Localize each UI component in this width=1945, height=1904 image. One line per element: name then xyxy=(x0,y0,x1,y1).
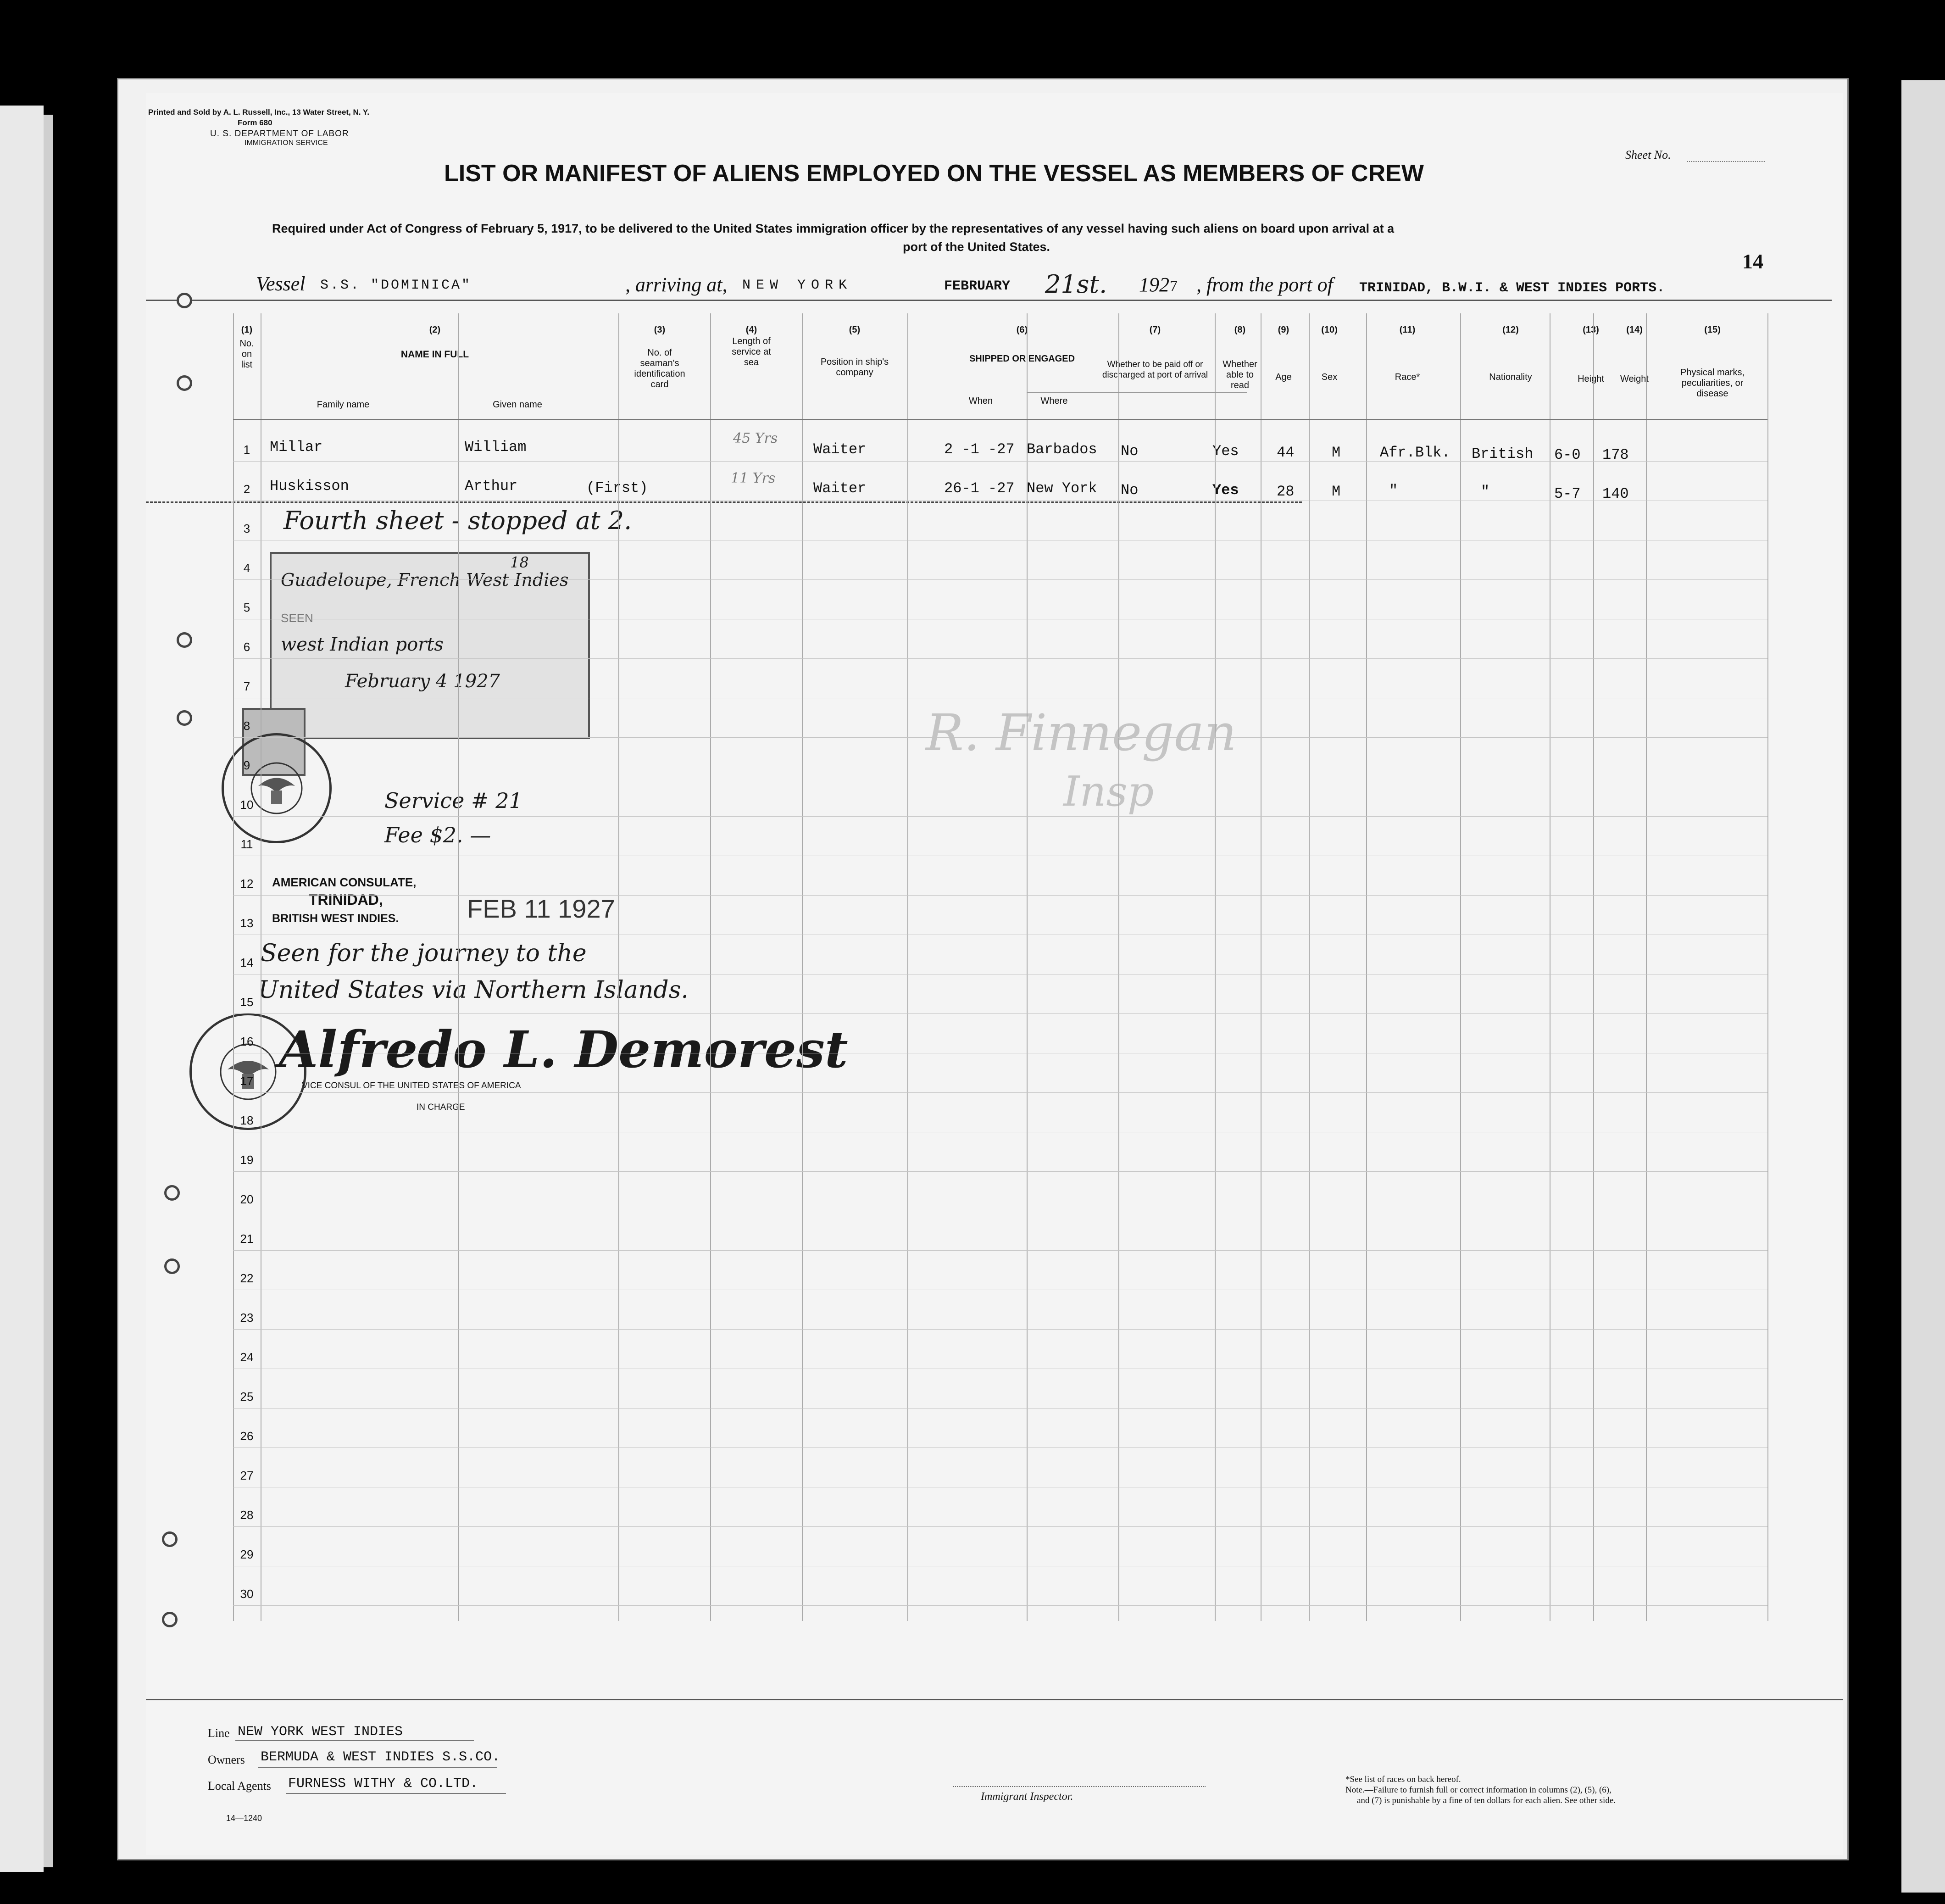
arrival-year-prefix: 192 xyxy=(1139,273,1169,296)
arriving-label: , arriving at, xyxy=(625,273,728,296)
arrival-year-suffix: 7 xyxy=(1170,278,1178,295)
row-rule xyxy=(233,895,1767,896)
owners-value: BERMUDA & WEST INDIES S.S.CO. xyxy=(261,1749,500,1765)
col-header-name: NAME IN FULL xyxy=(400,349,469,360)
row-number: 13 xyxy=(240,916,254,930)
stamp-seen: SEEN xyxy=(281,611,313,625)
column-rule xyxy=(907,313,908,1621)
col-num-14: (14) xyxy=(1626,325,1643,335)
column-rule xyxy=(1027,313,1028,1621)
subtitle-line-1: Required under Act of Congress of February 5, 1917, to be delivered to the United States immigration officer by the representatives of any vessel having such aliens on board upon arrival at a xyxy=(272,222,1395,235)
crew-1-height: 6-0 xyxy=(1554,446,1581,463)
col-header-position: Position in ship's company xyxy=(820,357,889,378)
service-label: IMMIGRATION SERVICE xyxy=(245,139,328,147)
note-races: *See list of races on back hereof. xyxy=(1345,1775,1461,1784)
line-underline xyxy=(235,1740,474,1741)
row-number: 24 xyxy=(240,1350,254,1364)
row-number: 1 xyxy=(243,443,250,457)
row-number: 7 xyxy=(243,679,250,693)
vice-consul-title: VICE CONSUL OF THE UNITED STATES OF AMERICA xyxy=(302,1081,521,1091)
row-rule xyxy=(233,1171,1767,1172)
row-number: 21 xyxy=(240,1232,254,1246)
col-header-nationality: Nationality xyxy=(1489,372,1532,382)
binder-hole xyxy=(162,1531,178,1547)
subheader-where: Where xyxy=(1040,396,1068,406)
row-number: 19 xyxy=(240,1153,254,1167)
col-header-length-service: Length of service at sea xyxy=(732,336,771,367)
row-rule xyxy=(233,816,1767,817)
column-rule xyxy=(1460,313,1461,1621)
column-rule xyxy=(802,313,803,1621)
row-rule xyxy=(233,737,1767,738)
column-rule xyxy=(1215,313,1216,1621)
row-rule xyxy=(233,1526,1767,1527)
crew-1-length-service: 45 Yrs xyxy=(733,430,778,446)
row-number: 11 xyxy=(240,837,253,851)
crew-2-age: 28 xyxy=(1277,483,1295,500)
crew-2-position: Waiter xyxy=(813,480,867,497)
row-number: 8 xyxy=(243,719,250,733)
agents-label: Local Agents xyxy=(208,1779,271,1793)
seen-line-1: Seen for the journey to the xyxy=(261,940,587,967)
row-rule xyxy=(233,1408,1767,1409)
west-indian-ports: west Indian ports xyxy=(281,634,444,655)
col-num-7: (7) xyxy=(1149,325,1161,335)
crew-2-given-extra: (First) xyxy=(586,479,648,496)
agents-underline xyxy=(286,1793,506,1794)
form-number: Form 680 xyxy=(238,118,272,127)
footer-rule xyxy=(146,1699,1843,1700)
crew-2-nationality: " xyxy=(1481,483,1490,500)
crew-1-race: Afr.Blk. xyxy=(1380,444,1450,461)
row-number: 17 xyxy=(240,1074,254,1088)
row-number: 26 xyxy=(240,1429,254,1443)
vessel-label: Vessel xyxy=(256,273,306,295)
header-rule xyxy=(233,419,1767,420)
note-line-1: Note.—Failure to furnish full or correct information in columns (2), (5), (6), xyxy=(1345,1785,1612,1795)
row-number: 20 xyxy=(240,1192,254,1206)
col-header-race: Race* xyxy=(1395,372,1420,382)
note-line-2: and (7) is punishable by a fine of ten dollars for each alien. See other side. xyxy=(1357,1796,1616,1805)
manifest-sheet xyxy=(146,93,1843,1855)
agents-value: FURNESS WITHY & CO.LTD. xyxy=(288,1776,478,1792)
inspector-line xyxy=(953,1786,1206,1787)
column-rule xyxy=(618,313,619,1621)
in-charge-label: IN CHARGE xyxy=(417,1102,465,1112)
col-num-15: (15) xyxy=(1704,325,1721,335)
column-rule xyxy=(1767,313,1768,1621)
crew-2-length-service: 11 Yrs xyxy=(731,470,776,486)
row-number: 29 xyxy=(240,1548,254,1561)
col-num-5: (5) xyxy=(849,325,861,335)
adjacent-page-right xyxy=(1901,80,1945,1893)
binder-hole xyxy=(177,375,192,391)
row-rule xyxy=(233,1329,1767,1330)
row-number: 2 xyxy=(243,482,250,496)
arriving-port: NEW YORK xyxy=(742,278,853,293)
crew-2-height: 5-7 xyxy=(1554,485,1581,502)
row-number: 3 xyxy=(243,522,250,535)
row-rule xyxy=(233,658,1767,659)
crew-1-able-read: Yes xyxy=(1212,443,1239,460)
col-header-no-on-list: No. on list xyxy=(239,339,254,370)
guadeloupe-stamp xyxy=(270,552,590,739)
col-header-able-read: Whether able to read xyxy=(1223,359,1257,390)
crew-1-nationality: British xyxy=(1472,445,1534,462)
crew-1-when: 2 -1 -27 xyxy=(944,441,1015,458)
row-number: 9 xyxy=(243,758,250,772)
owners-underline xyxy=(258,1767,497,1768)
column-rule xyxy=(1309,313,1310,1621)
from-port-label: , from the port of xyxy=(1196,273,1333,296)
manifest-page xyxy=(117,78,1849,1860)
crew-2-where: New York xyxy=(1027,480,1097,497)
crew-1-weight: 178 xyxy=(1602,446,1629,463)
row-number: 25 xyxy=(240,1390,254,1403)
crew-1-age: 44 xyxy=(1277,444,1295,461)
row-number: 10 xyxy=(240,798,254,812)
crew-2-able-read: Yes xyxy=(1212,482,1239,499)
row-number: 5 xyxy=(243,601,250,614)
col-header-age: Age xyxy=(1275,372,1292,382)
row-number: 16 xyxy=(240,1035,254,1048)
row-rule xyxy=(233,1092,1767,1093)
consulate-line-1: AMERICAN CONSULATE, xyxy=(272,875,417,889)
subtitle-line-2: port of the United States. xyxy=(903,240,1050,254)
col-num-12: (12) xyxy=(1502,325,1519,335)
row-rule xyxy=(233,461,1767,462)
binder-hole xyxy=(177,710,192,726)
column-rule xyxy=(710,313,711,1621)
row-number: 12 xyxy=(240,877,254,891)
row-rule xyxy=(233,1013,1767,1014)
col-num-11: (11) xyxy=(1399,325,1416,335)
subheader-family-name: Family name xyxy=(317,400,370,410)
crew-2-given-name: Arthur xyxy=(465,478,518,495)
column-rule xyxy=(1593,313,1594,1621)
service-number: Service # 21 xyxy=(384,788,522,813)
crew-1-sex: M xyxy=(1332,444,1341,461)
vessel-name: S.S. "DOMINICA" xyxy=(320,278,472,293)
binder-hole xyxy=(164,1258,180,1274)
subheader-when: When xyxy=(968,396,993,406)
column-rule xyxy=(1118,313,1119,1621)
col-num-6: (6) xyxy=(1016,325,1028,335)
col-num-1: (1) xyxy=(241,325,253,335)
column-rule xyxy=(1646,313,1647,1621)
inspector-initials: Insp xyxy=(1063,768,1154,816)
crew-2-family-name: Huskisson xyxy=(270,478,349,495)
col-header-paid-off: Whether to be paid off or discharged at port of arrival xyxy=(1102,360,1208,380)
col-num-13: (13) xyxy=(1583,325,1599,335)
line-label: Line xyxy=(208,1726,230,1740)
row-number: 18 xyxy=(240,1113,254,1127)
row-rule xyxy=(233,1250,1767,1251)
crew-2-sex: M xyxy=(1332,483,1341,500)
row-number: 4 xyxy=(243,561,250,575)
crew-2-weight: 140 xyxy=(1602,485,1629,502)
crew-1-given-name: William xyxy=(465,439,527,456)
col-num-8: (8) xyxy=(1234,325,1246,335)
consulate-date-stamp: FEB 11 1927 xyxy=(467,894,615,923)
column-rule xyxy=(458,313,459,1621)
row-number: 15 xyxy=(240,995,254,1009)
vessel-line-rule xyxy=(146,300,1832,301)
col-header-shipped: SHIPPED OR ENGAGED xyxy=(969,354,1075,364)
binder-hole xyxy=(162,1612,178,1627)
printer-line: Printed and Sold by A. L. Russell, Inc., 13 Water Street, N. Y. xyxy=(148,108,370,117)
inspector-signature: R. Finnegan xyxy=(926,703,1237,762)
crew-1-family-name: Millar xyxy=(270,439,323,456)
row-number: 27 xyxy=(240,1469,254,1482)
col-header-id-card: No. of seaman's identification card xyxy=(634,348,685,390)
adjacent-page-left xyxy=(0,106,44,1872)
arrival-month: FEBRUARY xyxy=(944,278,1011,294)
stamp-date: February 4 1927 xyxy=(345,671,500,692)
col-num-9: (9) xyxy=(1278,325,1289,335)
col-header-height: Height xyxy=(1578,374,1604,384)
column-rule xyxy=(1366,313,1367,1621)
arrival-day: 21st. xyxy=(1045,270,1107,299)
page-number: 14 xyxy=(1742,250,1763,273)
inspector-label: Immigrant Inspector. xyxy=(981,1791,1073,1803)
line-value: NEW YORK WEST INDIES xyxy=(238,1724,403,1740)
fourth-sheet-note: Fourth sheet - stopped at 2. xyxy=(283,506,632,535)
col-num-3: (3) xyxy=(654,325,666,335)
crew-2-when: 26-1 -27 xyxy=(944,480,1015,497)
binder-hole xyxy=(177,632,192,648)
subheader-given-name: Given name xyxy=(493,400,542,410)
form-code: 14—1240 xyxy=(226,1814,262,1823)
row-number: 22 xyxy=(240,1271,254,1285)
row-number: 28 xyxy=(240,1508,254,1522)
guadeloupe-consulate-seal xyxy=(222,733,332,843)
department-label: U. S. DEPARTMENT OF LABOR xyxy=(210,129,349,139)
vice-consul-signature: Alfredo L. Demorest xyxy=(279,1020,848,1079)
row-rule xyxy=(233,1447,1767,1448)
manifest-title: LIST OR MANIFEST OF ALIENS EMPLOYED ON THE VESSEL AS MEMBERS OF CREW xyxy=(444,160,1424,187)
col-header-physical-marks: Physical marks, peculiarities, or disease xyxy=(1680,367,1745,399)
row-number: 23 xyxy=(240,1311,254,1325)
row-number: 6 xyxy=(243,640,250,654)
row-number: 14 xyxy=(240,956,254,969)
sheet-number-label: Sheet No. xyxy=(1625,148,1671,161)
col-num-4: (4) xyxy=(745,325,757,335)
binder-hole xyxy=(164,1185,180,1201)
row-rule xyxy=(233,1605,1767,1606)
stamp-number: 18 xyxy=(510,554,529,571)
col-num-10: (10) xyxy=(1321,325,1338,335)
guadeloupe-line: Guadeloupe, French West Indies xyxy=(281,570,569,590)
adjacent-page-edge xyxy=(44,115,53,1867)
owners-label: Owners xyxy=(208,1753,245,1766)
shipped-subrule xyxy=(1027,392,1247,393)
crew-2-paid-off: No xyxy=(1121,482,1139,499)
crew-1-paid-off: No xyxy=(1121,443,1139,460)
col-num-2: (2) xyxy=(429,325,441,335)
binder-hole xyxy=(177,293,192,308)
col-header-sex: Sex xyxy=(1321,372,1338,382)
crew-1-where: Barbados xyxy=(1027,441,1097,458)
consulate-line-3: BRITISH WEST INDIES. xyxy=(272,912,399,925)
from-port: TRINIDAD, B.W.I. & WEST INDIES PORTS. xyxy=(1359,280,1665,296)
row-number: 30 xyxy=(240,1587,254,1601)
consulate-line-2: TRINIDAD, xyxy=(309,891,383,908)
col-header-weight: Weight xyxy=(1620,374,1649,384)
row-rule xyxy=(233,579,1767,580)
crew-2-race: " xyxy=(1389,482,1398,499)
fee-note: Fee $2. — xyxy=(384,823,491,847)
stop-line xyxy=(146,501,1302,503)
seen-line-2: United States via Northern Islands. xyxy=(258,976,689,1004)
sheet-number-line xyxy=(1687,161,1765,162)
crew-1-position: Waiter xyxy=(813,441,867,458)
